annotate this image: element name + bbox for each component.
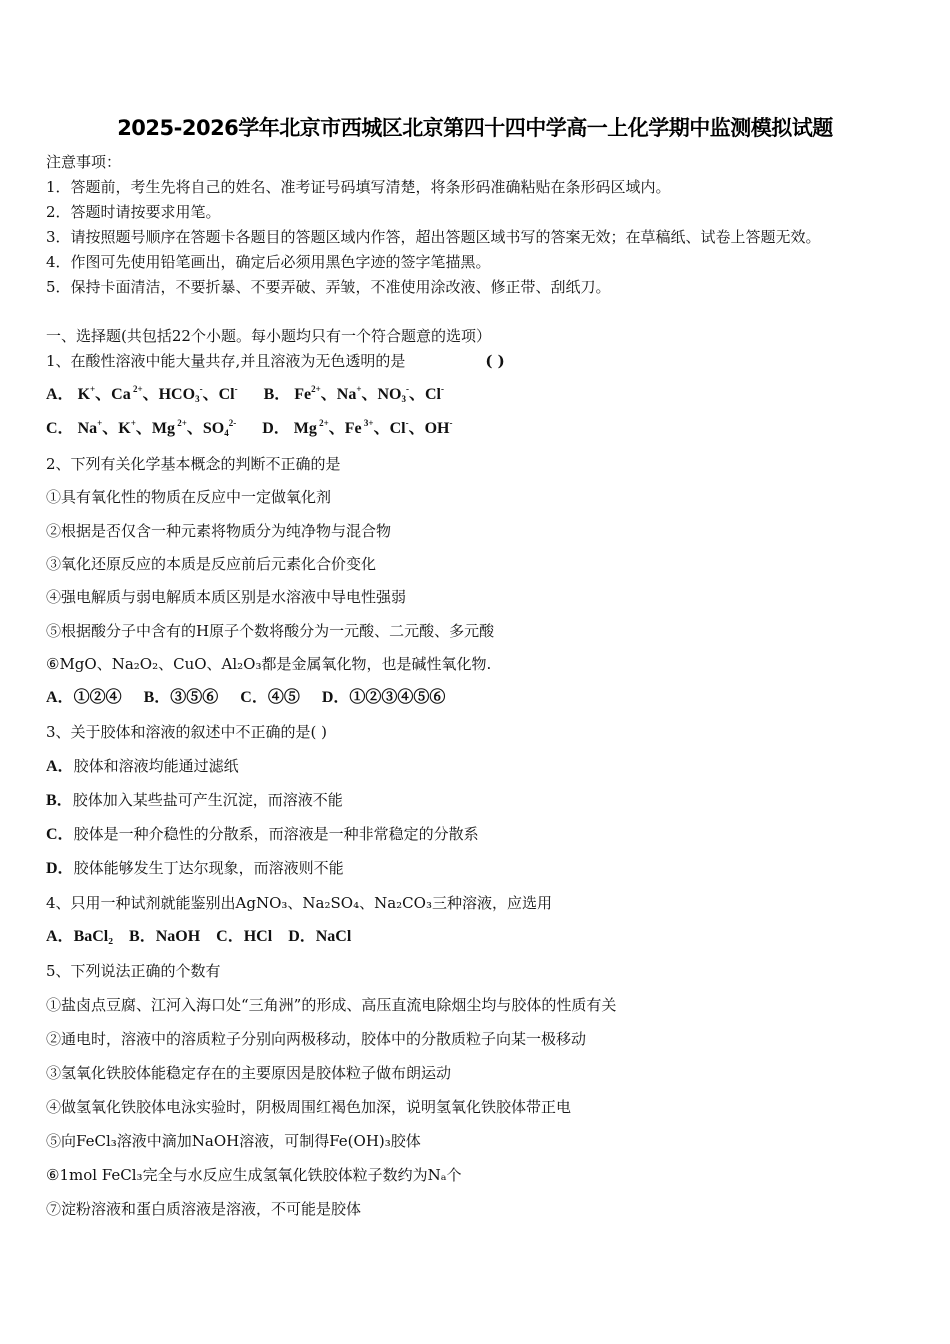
statement: ⑦淀粉溶液和蛋白质溶液是溶液，不可能是胶体: [46, 1200, 362, 1218]
statement: ④做氢氧化铁胶体电泳实验时，阴极周围红褐色加深，说明氢氧化铁胶体带正电: [46, 1098, 572, 1116]
section-heading: 一、选择题(共包括22个小题。每小题均只有一个符合题意的选项）: [46, 327, 491, 345]
question-text: 只用一种试剂就能鉴别出AgNO₃、Na₂SO₄、Na₂CO₃三种溶液，应选用: [70, 894, 552, 912]
question-text: 下列有关化学基本概念的判断不正确的是: [70, 455, 341, 473]
question-4-stem: [46, 893, 552, 913]
option-label: B．: [263, 386, 291, 403]
option-label: D．: [262, 420, 290, 437]
option-label: A．: [46, 386, 74, 403]
option-a[interactable]: K+、Ca $^{2+}$、$HCO_3^-$、Cl-: [77, 384, 238, 404]
notice-item: 1．答题前，考生先将自己的姓名、准考证号码填写清楚，将条形码准确粘贴在条形码区域内。: [46, 178, 671, 196]
statement: ⑤根据酸分子中含有的H原子个数将酸分为一元酸、二元酸、多元酸: [46, 622, 495, 640]
option-c[interactable]: C．胶体是一种介稳性的分散系，而溶液是一种非常稳定的分散系: [46, 825, 479, 843]
answer-paren: ( ): [485, 352, 505, 370]
question-number: 1、: [46, 352, 71, 370]
option-b[interactable]: B．胶体加入某些盐可产生沉淀，而溶液不能: [46, 791, 343, 809]
option-d[interactable]: D．NaCl: [288, 928, 352, 945]
question-2-options: [46, 688, 445, 708]
statement: ①盐卤点豆腐、江河入海口处“三角洲”的形成、高压直流电除烟尘均与胶体的性质有关: [46, 996, 617, 1014]
statement: ⑥1mol FeCl₃完全与水反应生成氢氧化铁胶体粒子数约为Nₐ个: [46, 1166, 462, 1184]
question-5-stem: [46, 961, 221, 981]
page-title: 2025-2026学年北京市西城区北京第四十四中学高一上化学期中监测模拟试题: [117, 116, 833, 140]
question-number: 4、: [46, 894, 71, 912]
statement: ③氧化还原反应的本质是反应前后元素化合价变化: [46, 555, 377, 573]
notice-item: 3．请按照题号顺序在答题卡各题目的答题区域内作答，超出答题区域书写的答案无效；在草稿纸、试卷上答题无效。: [46, 228, 821, 246]
statement: ⑤向FeCl₃溶液中滴加NaOH溶液，可制得Fe(OH)₃胶体: [46, 1132, 421, 1150]
question-number: 5、: [46, 962, 71, 980]
statement: ②根据是否仅含一种元素将物质分为纯净物与混合物: [46, 522, 392, 540]
question-1-stem: [46, 351, 505, 371]
option-b[interactable]: $Fe^{2+}$、Na+、$NO_3^-$、Cl-: [294, 384, 445, 404]
statement: ⑥MgO、Na₂O₂、CuO、Al₂O₃都是金属氧化物，也是碱性氧化物.: [46, 655, 492, 673]
question-number: 3、: [46, 723, 71, 741]
question-text: 下列说法正确的个数有: [70, 962, 221, 980]
option-d[interactable]: D．胶体能够发生丁达尔现象，而溶液则不能: [46, 859, 344, 877]
option-c[interactable]: C．④⑤: [240, 689, 300, 706]
notice-item: 5．保持卡面清洁，不要折暴、不要弄破、弄皱，不准使用涂改液、修正带、刮纸刀。: [46, 278, 611, 296]
option-a[interactable]: A．胶体和溶液均能通过滤纸: [46, 757, 239, 775]
notice-item: 4．作图可先使用铅笔画出，确定后必须用黑色字迹的签字笔描黑。: [46, 253, 491, 271]
statement: ①具有氧化性的物质在反应中一定做氧化剂: [46, 488, 332, 506]
option-d[interactable]: D．①②③④⑤⑥: [321, 689, 446, 706]
statement: ②通电时，溶液中的溶质粒子分别向两极移动，胶体中的分散质粒子向某一极移动: [46, 1030, 587, 1048]
question-text: 在酸性溶液中能大量共存,并且溶液为无色透明的是: [70, 352, 406, 370]
option-b[interactable]: B．NaOH: [129, 928, 201, 945]
option-c[interactable]: C．HCl: [216, 928, 273, 945]
question-text: 关于胶体和溶液的叙述中不正确的是( ): [70, 723, 328, 741]
option-d[interactable]: Mg $^{2+}$、Fe $^{3+}$、Cl-、OH-: [293, 418, 453, 437]
question-3-stem: [46, 722, 327, 742]
option-c[interactable]: Na+、K+、Mg $^{2+}$、$SO_4^{2-}$: [77, 418, 237, 438]
question-1-options-cd: [46, 419, 452, 439]
statement: ③氢氧化铁胶体能稳定存在的主要原因是胶体粒子做布朗运动: [46, 1064, 452, 1082]
question-2-stem: [46, 454, 341, 474]
statement: ④强电解质与弱电解质本质区别是水溶液中导电性强弱: [46, 588, 407, 606]
option-a[interactable]: A．BaCl₂: [46, 928, 114, 945]
notice-heading: 注意事项：: [46, 153, 122, 171]
option-a[interactable]: A．①②④: [46, 689, 122, 706]
notice-item: 2．答题时请按要求用笔。: [46, 203, 221, 221]
option-label: C．: [46, 420, 74, 437]
question-4-options: [46, 927, 351, 947]
option-b[interactable]: B．③⑤⑥: [143, 689, 219, 706]
question-number: 2、: [46, 455, 71, 473]
question-1-options-ab: [46, 385, 444, 405]
